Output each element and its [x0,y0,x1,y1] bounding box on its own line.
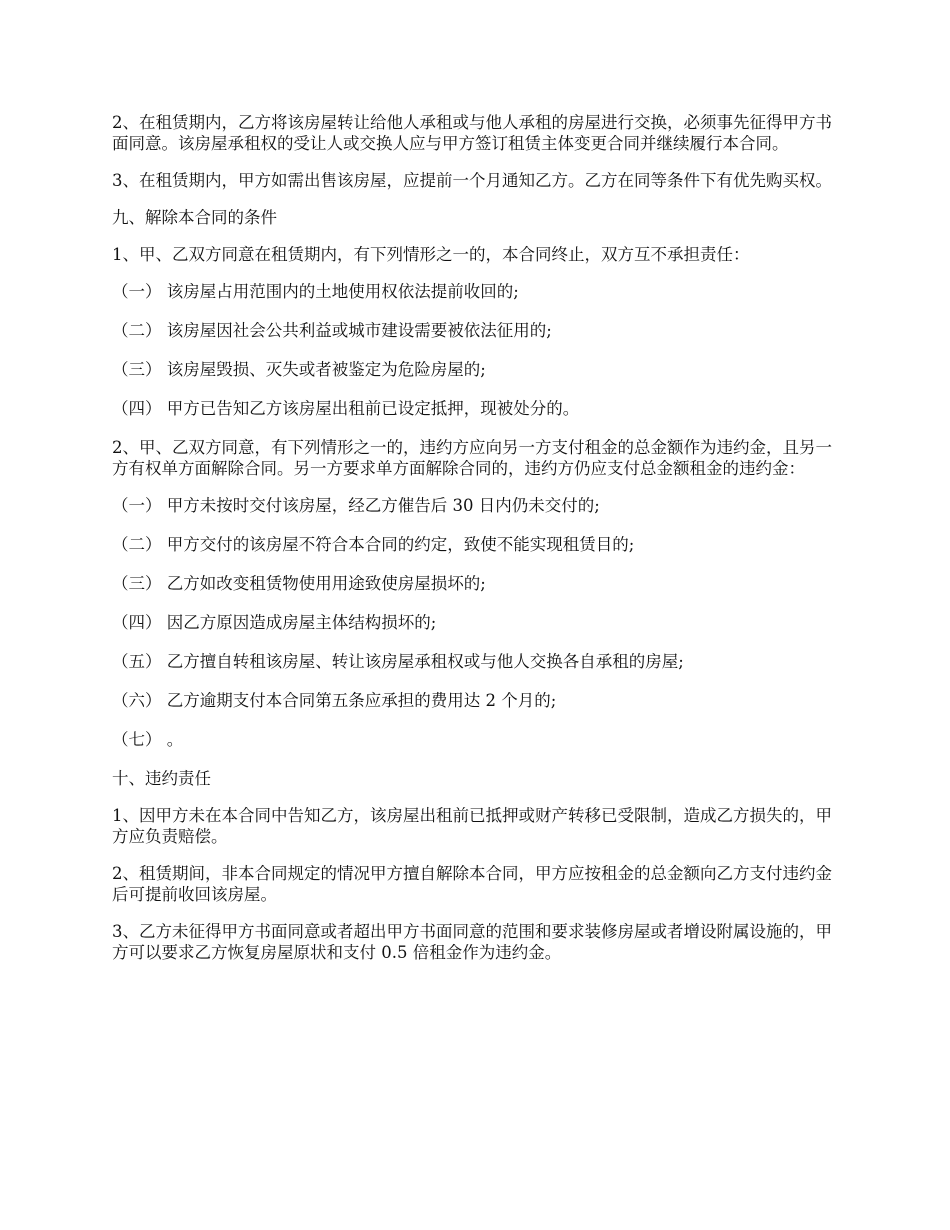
clause-9-2-item-5: （五） 乙方擅自转租该房屋、转让该房屋承租权或与他人交换各自承租的房屋; [112,652,684,671]
clause-9-2-item-1: （一） 甲方未按时交付该房屋，经乙方催告后 30 日内仍未交付的; [112,496,600,515]
clause-9-2-item-6: （六） 乙方逾期支付本合同第五条应承担的费用达 2 个月的; [112,691,557,710]
clause-9-2-item-2: （二） 甲方交付的该房屋不符合本合同的约定，致使不能实现租赁目的; [112,535,635,554]
clause-9-1-item-2: （二） 该房屋因社会公共利益或城市建设需要被依法征用的; [112,321,552,340]
section-heading-9: 九、解除本合同的条件 [112,208,277,227]
clause-10-3: 3、乙方未征得甲方书面同意或者超出甲方书面同意的范围和要求装修房屋或者增设附属设施的，甲方可以要求乙方恢复房屋原状和支付 0.5 倍租金作为违约金。 [112,922,832,962]
clause-9-2-item-4: （四） 因乙方原因造成房屋主体结构损坏的; [112,613,437,632]
section-heading-10: 十、违约责任 [112,769,211,788]
clause-8-3: 3、在租赁期内，甲方如需出售该房屋，应提前一个月通知乙方。乙方在同等条件下有优先购买权。 [112,171,832,190]
document-page [112,112,842,979]
clause-8-2: 2、在租赁期内，乙方将该房屋转让给他人承租或与他人承租的房屋进行交换，必须事先征得甲方书面同意。该房屋承租权的受让人或交换人应与甲方签订租赁主体变更合同并继续履行本合同。 [112,113,832,153]
clause-9-1: 1、甲、乙双方同意在租赁期内，有下列情形之一的，本合同终止，双方互不承担责任： [112,245,750,264]
clause-9-2-item-3: （三） 乙方如改变租赁物使用用途致使房屋损坏的; [112,574,486,593]
clause-9-1-item-1: （一） 该房屋占用范围内的土地使用权依法提前收回的; [112,282,519,301]
clause-10-1: 1、因甲方未在本合同中告知乙方，该房屋出租前已抵押或财产转移已受限制，造成乙方损失的，甲方应负责赔偿。 [112,806,832,846]
clause-9-2: 2、甲、乙双方同意，有下列情形之一的，违约方应向另一方支付租金的总金额作为违约金，且另一方有权单方面解除合同。另一方要求单方面解除合同的，违约方仍应支付总金额租金的违约金： [112,438,832,478]
clause-9-1-item-4: （四） 甲方已告知乙方该房屋出租前已设定抵押，现被处分的。 [112,399,580,418]
clause-9-2-item-7: （七） 。 [112,730,184,749]
clause-10-2: 2、租赁期间，非本合同规定的情况甲方擅自解除本合同，甲方应按租金的总金额向乙方支付违约金后可提前收回该房屋。 [112,864,832,904]
clause-9-1-item-3: （三） 该房屋毁损、灭失或者被鉴定为危险房屋的; [112,360,486,379]
